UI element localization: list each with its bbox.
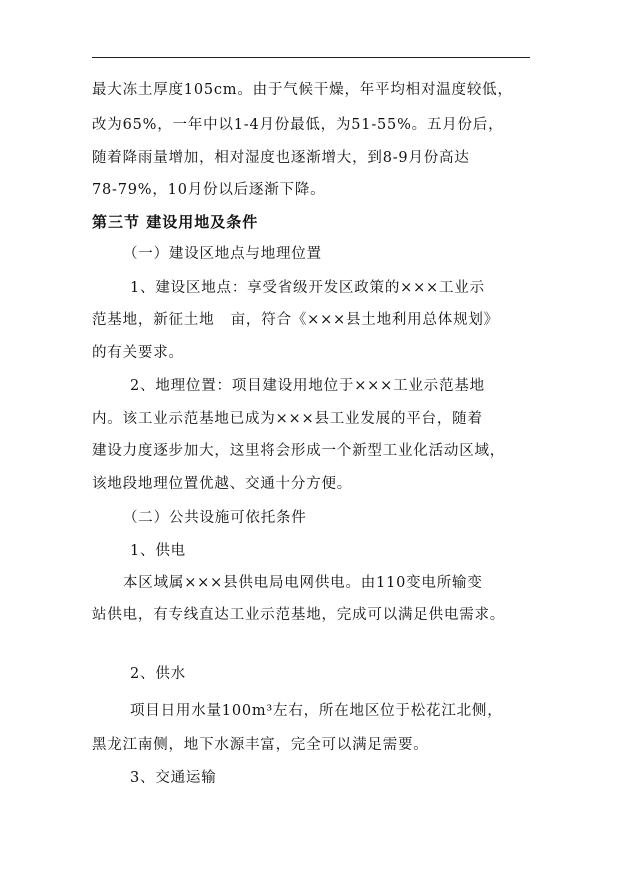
text-line: 该地段地理位置优越、交通十分方便。 (92, 476, 353, 492)
text-line: 改为65%，一年中以1-4月份最低，为51-55%。五月份后， (92, 117, 504, 133)
text-line: 本区域属×××县供电局电网供电。由110变电所输变 (123, 575, 483, 591)
text-line: 的有关要求。 (92, 345, 184, 361)
text-line: 78-79%，10月份以后逐渐下降。 (92, 182, 326, 198)
text-line: 随着降雨量增加，相对湿度也逐渐增大，到8-9月份高达 (92, 150, 470, 166)
item-heading: 2、供水 (130, 666, 186, 682)
text-line: 黑龙江南侧，地下水源丰富，完全可以满足需要。 (92, 737, 429, 753)
item-heading: 1、供电 (130, 543, 186, 559)
text-line: 1、建设区地点：享受省级开发区政策的×××工业示 (130, 280, 485, 296)
text-line: 范基地，新征土地 亩，符合《×××县土地利用总体规划》 (92, 312, 499, 328)
header-rule (92, 57, 530, 58)
text-line: 项目日用水量100m³左右，所在地区位于松花江北侧， (130, 703, 503, 719)
subsection-heading: （二）公共设施可依托条件 (123, 510, 307, 526)
item-heading: 3、交通运输 (130, 770, 217, 786)
text-line: 最大冻土厚度105cm。由于气候干燥，年平均相对温度较低， (92, 82, 513, 98)
section-heading: 第三节 建设用地及条件 (92, 213, 259, 231)
text-line: 建设力度逐步加大，这里将会形成一个新型工业化活动区域， (92, 443, 506, 459)
text-line: 内。该工业示范基地已成为×××县工业发展的平台，随着 (92, 411, 483, 427)
text-line: 2、地理位置：项目建设用地位于×××工业示范基地 (130, 378, 485, 394)
text-line: 站供电，有专线直达工业示范基地，完成可以满足供电需求。 (92, 607, 506, 623)
subsection-heading: （一）建设区地点与地理位置 (123, 246, 322, 262)
